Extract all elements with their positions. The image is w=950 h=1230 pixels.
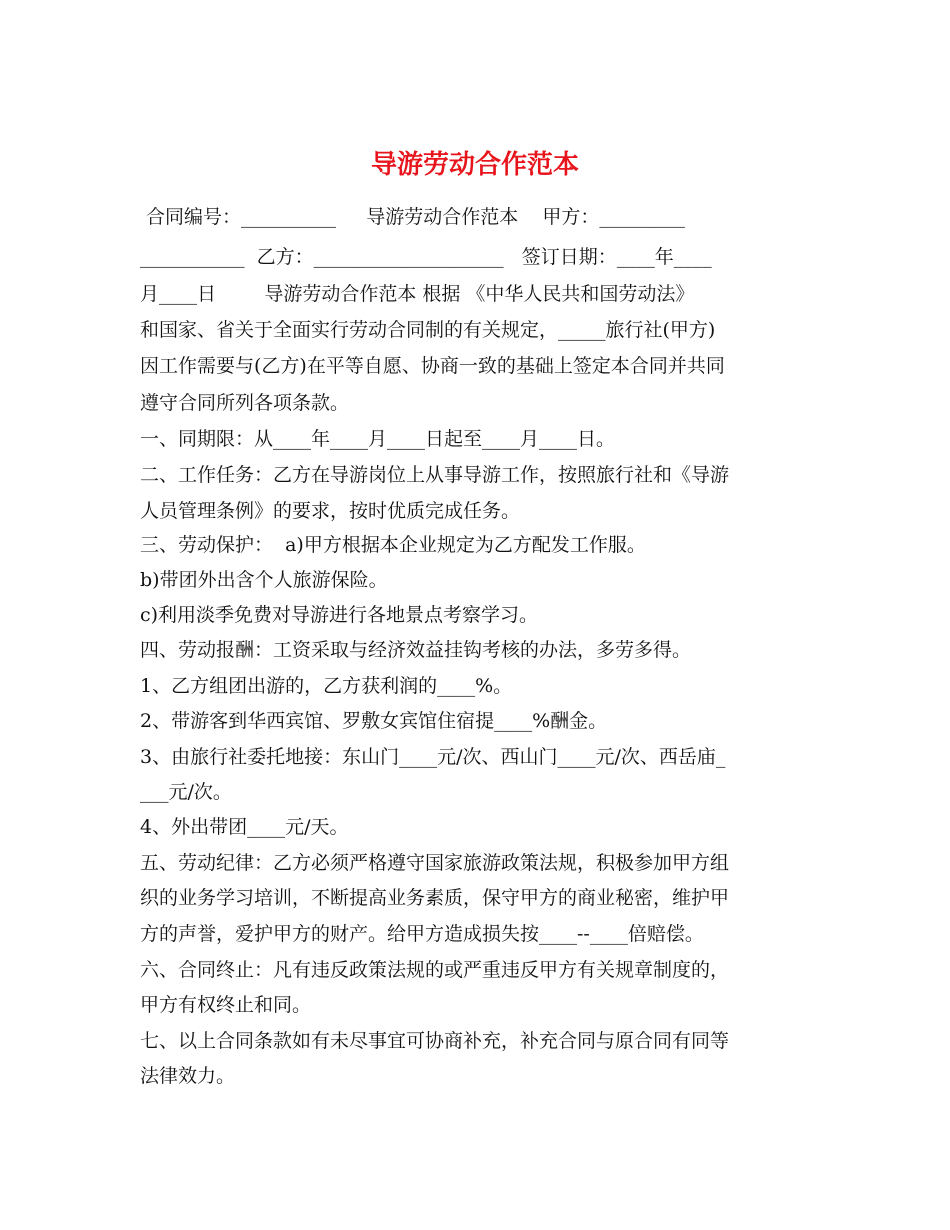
body-line: 人员管理条例》的要求，按时优质完成任务。 bbox=[140, 500, 521, 522]
body-line: b)带团外出含个人旅游保险。 bbox=[140, 569, 388, 591]
body-line: 因工作需要与(乙方)在平等自愿、协商一致的基础上签定本合同并共同 bbox=[140, 355, 725, 377]
body-line: 3、由旅行社委托地接：东山门____元/次、西山门____元/次、西岳庙_ bbox=[140, 746, 726, 768]
body-line: 遵守合同所列各项条款。 bbox=[140, 392, 350, 414]
body-line: 织的业务学习培训，不断提高业务素质，保守甲方的商业秘密，维护甲 bbox=[140, 887, 730, 909]
body-line: 三、劳动保护： a)甲方根据本企业规定为乙方配发工作服。 bbox=[140, 534, 646, 556]
body-line: ___元/次。 bbox=[140, 781, 232, 803]
body-line: 七、以上合同条款如有未尽事宜可协商补充，补充合同与原合同有同等 bbox=[140, 1030, 730, 1052]
body-line: 法律效力。 bbox=[140, 1065, 236, 1087]
body-line: 1、乙方组团出游的，乙方获利润的____%。 bbox=[140, 675, 513, 697]
body-line: ___________ 乙方：____________________ 签订日期：____年____ bbox=[140, 246, 712, 268]
body-line: 四、劳动报酬：工资采取与经济效益挂钩考核的办法，多劳多得。 bbox=[140, 639, 692, 661]
body-line: 合同编号：__________ 导游劳动合作范本 甲方：_________ bbox=[140, 206, 685, 228]
body-line: 月____日 导游劳动合作范本 根据 《中华人民共和国劳动法》 bbox=[140, 283, 695, 305]
body-line: 2、带游客到华西宾馆、罗敷女宾馆住宿提____%酬金。 bbox=[140, 710, 608, 732]
body-line: 一、同期限：从____年____月____日起至____月____日。 bbox=[140, 428, 616, 450]
body-line: 二、工作任务：乙方在导游岗位上从事导游工作，按照旅行社和《导游 bbox=[140, 464, 730, 486]
body-line: 甲方有权终止和同。 bbox=[140, 994, 312, 1016]
body-line: c)利用淡季免费对导游进行各地景点考察学习。 bbox=[140, 604, 539, 626]
body-line: 六、合同终止：凡有违反政策法规的或严重违反甲方有关规章制度的， bbox=[140, 959, 730, 981]
body-line: 和国家、省关于全面实行劳动合同制的有关规定，_____旅行社(甲方) bbox=[140, 319, 716, 341]
document-title: 导游劳动合作范本 bbox=[370, 150, 579, 181]
body-line: 方的声誉，爱护甲方的财产。给甲方造成损失按____--____倍赔偿。 bbox=[140, 923, 704, 945]
body-line: 4、外出带团____元/天。 bbox=[140, 816, 349, 838]
body-line: 五、劳动纪律：乙方必须严格遵守国家旅游政策法规，积极参加甲方组 bbox=[140, 852, 730, 874]
